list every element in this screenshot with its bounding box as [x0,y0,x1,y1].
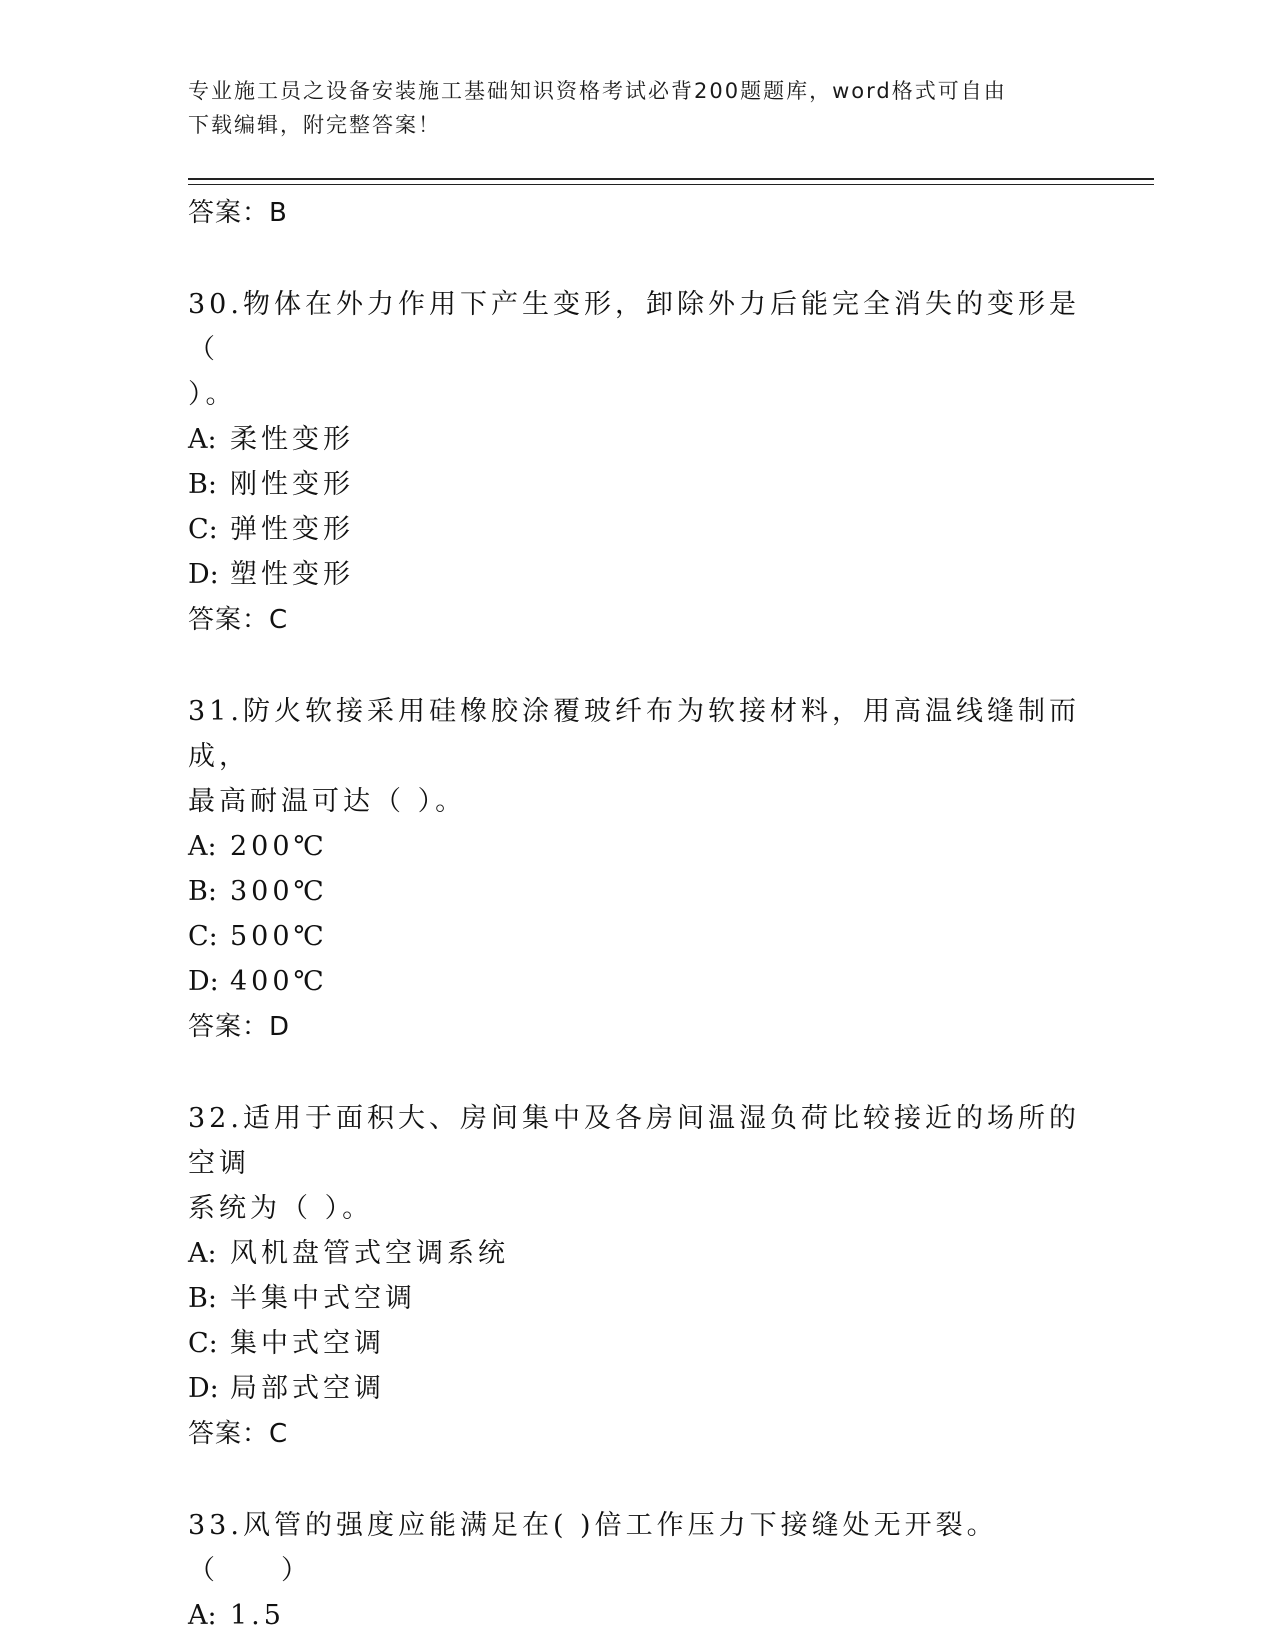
spacer [188,1050,1088,1096]
stem-line: ）。 [188,379,237,410]
stem-line: 系统为（ ）。 [188,1193,374,1224]
stem-line: 30.物体在外力作用下产生变形，卸除外力后能完全消失的变形是（ [188,289,1080,365]
document-header [188,74,1088,142]
question-list [188,190,1088,1638]
option-letter: B: [188,1283,217,1314]
option-text: 400℃ [230,966,328,997]
option-a [188,1593,1088,1638]
stem-line: 31.防火软接采用硅橡胶涂覆玻纤布为软接材料，用高温线缝制而成， [188,696,1080,772]
question-31 [188,689,1088,1050]
option-text: 塑性变形 [230,559,354,590]
option-letter: A: [188,424,217,455]
option-a [188,1231,1088,1276]
option-b [188,462,1088,507]
option-a [188,417,1088,462]
answer-line: 答案：D [188,1012,291,1042]
header-divider-thick [188,178,1154,180]
option-text: 柔性变形 [230,424,354,455]
option-text: 500℃ [230,921,328,952]
option-letter: C: [188,1328,218,1359]
option-letter: A: [188,831,217,862]
question-32 [188,1096,1088,1457]
spacer [188,236,1088,282]
option-text: 局部式空调 [230,1373,385,1404]
header-line-2: 下载编辑，附完整答案！ [188,113,441,137]
stem-line: 32.适用于面积大、房间集中及各房间温湿负荷比较接近的场所的空调 [188,1103,1080,1179]
question-stem [188,689,1088,824]
answer-line: 答案：C [188,605,289,635]
stem-line: 33.风管的强度应能满足在( )倍工作压力下接缝处无开裂。（ ） [188,1510,998,1586]
option-letter: B: [188,469,217,500]
option-c [188,1321,1088,1366]
option-text: 200℃ [230,831,328,862]
question-30 [188,282,1088,643]
answer-line: 答案：C [188,1419,289,1449]
spacer [188,643,1088,689]
option-letter: D: [188,966,219,997]
question-stem [188,1096,1088,1231]
option-a [188,824,1088,869]
option-text: 半集中式空调 [230,1283,416,1314]
option-text: 300℃ [230,876,328,907]
option-c [188,507,1088,552]
option-d [188,552,1088,597]
question-33 [188,1503,1088,1638]
stem-line: 最高耐温可达（ ）。 [188,786,467,817]
option-text: 1.5 [230,1600,285,1631]
option-letter: A: [188,1600,217,1631]
option-b [188,1276,1088,1321]
option-letter: C: [188,514,218,545]
option-letter: D: [188,1373,219,1404]
option-letter: D: [188,559,219,590]
option-b [188,869,1088,914]
option-letter: C: [188,921,218,952]
option-letter: B: [188,876,217,907]
option-letter: A: [188,1238,217,1269]
header-divider-thin [188,184,1154,185]
question-stem [188,1503,1088,1593]
header-line-1: 专业施工员之设备安装施工基础知识资格考试必背200题题库，word格式可自由 [188,79,1007,103]
option-text: 风机盘管式空调系统 [230,1238,509,1269]
spacer [188,1457,1088,1503]
option-d [188,1366,1088,1411]
option-d [188,959,1088,1004]
option-text: 刚性变形 [230,469,354,500]
question-stem [188,282,1088,417]
option-c [188,914,1088,959]
option-text: 集中式空调 [230,1328,385,1359]
option-text: 弹性变形 [230,514,354,545]
previous-answer: 答案：B [188,198,288,228]
